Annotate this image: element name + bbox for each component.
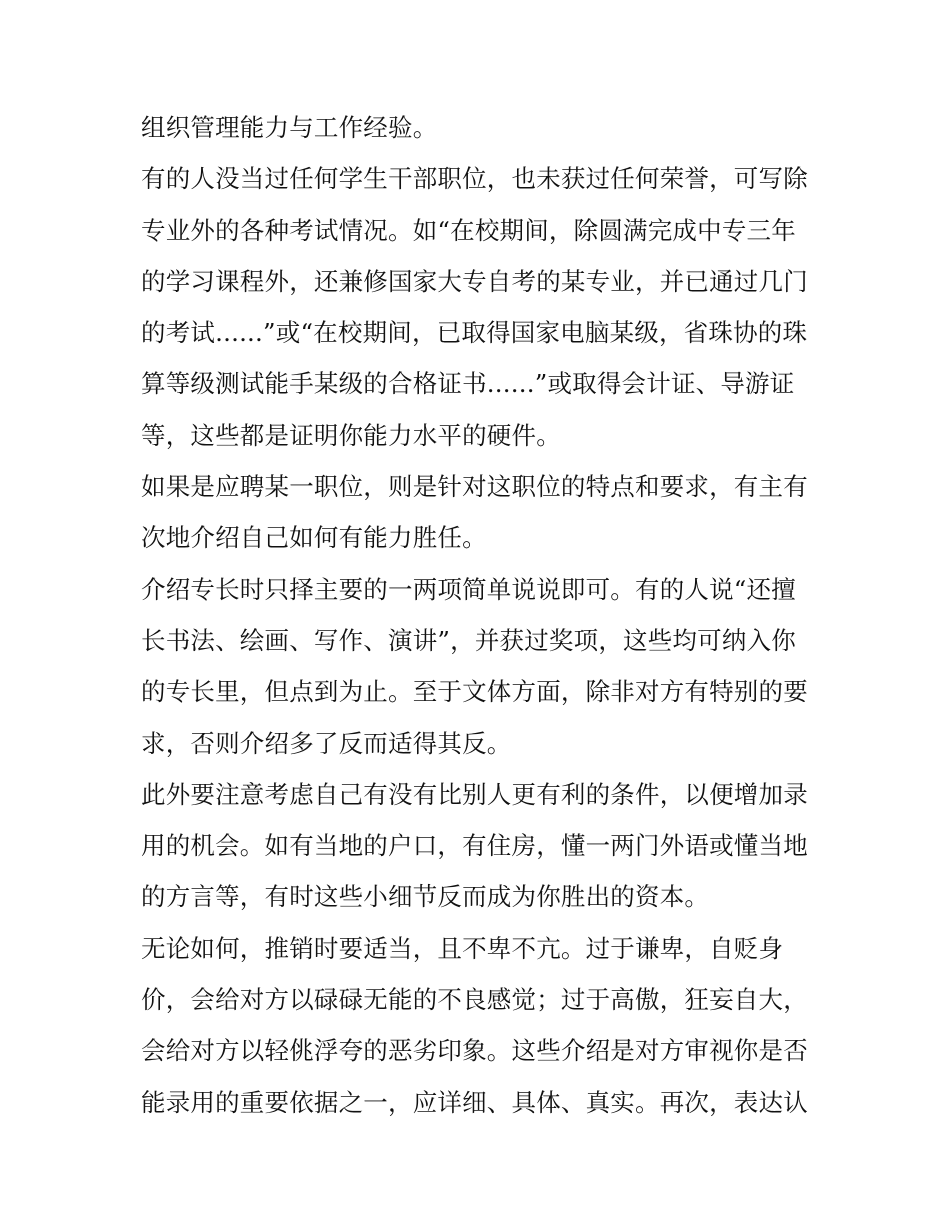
text-line: 的考试......”或“在校期间，已取得国家电脑某级，省珠协的珠 <box>141 318 808 348</box>
text-line: 求，否则介绍多了反而适得其反。 <box>141 728 512 758</box>
text-line: 组织管理能力与工作经验。 <box>141 113 438 142</box>
text-line: 算等级测试能手某级的合格证书......”或取得会计证、导游证 <box>141 369 795 399</box>
text-line: 价，会给对方以碌碌无能的不良感觉；过于高傲，狂妄自大， <box>141 985 808 1015</box>
text-line: 用的机会。如有当地的户口，有住房，懂一两门外语或懂当地 <box>141 831 808 861</box>
text-line: 的方言等，有时这些小细节反而成为你胜出的资本。 <box>141 882 710 912</box>
text-line: 能录用的重要依据之一，应详细、具体、真实。再次，表达认 <box>141 1087 808 1117</box>
text-line: 介绍专长时只择主要的一两项简单说说即可。有的人说“还擅 <box>141 574 796 604</box>
text-line: 此外要注意考虑自己有没有比别人更有利的条件，以便增加录 <box>141 779 808 809</box>
text-line: 会给对方以轻佻浮夸的恶劣印象。这些介绍是对方审视你是否 <box>141 1036 808 1066</box>
text-line: 长书法、绘画、写作、演讲”，并获过奖项，这些均可纳入你 <box>141 625 796 655</box>
text-line: 有的人没当过任何学生干部职位，也未获过任何荣誉，可写除 <box>141 164 808 194</box>
text-line: 专业外的各种考试情况。如“在校期间，除圆满完成中专三年 <box>141 215 796 245</box>
document-body <box>141 108 821 1134</box>
text-line: 无论如何，推销时要适当，且不卑不亢。过于谦卑，自贬身 <box>141 933 784 963</box>
text-line: 的专长里，但点到为止。至于文体方面，除非对方有特别的要 <box>141 677 808 707</box>
text-line: 的学习课程外，还兼修国家大专自考的某专业，并已通过几门 <box>141 266 808 296</box>
text-line: 等，这些都是证明你能力水平的硬件。 <box>141 420 561 450</box>
text-line: 如果是应聘某一职位，则是针对这职位的特点和要求，有主有 <box>141 472 808 502</box>
text-line: 次地介绍自己如何有能力胜任。 <box>141 523 487 553</box>
